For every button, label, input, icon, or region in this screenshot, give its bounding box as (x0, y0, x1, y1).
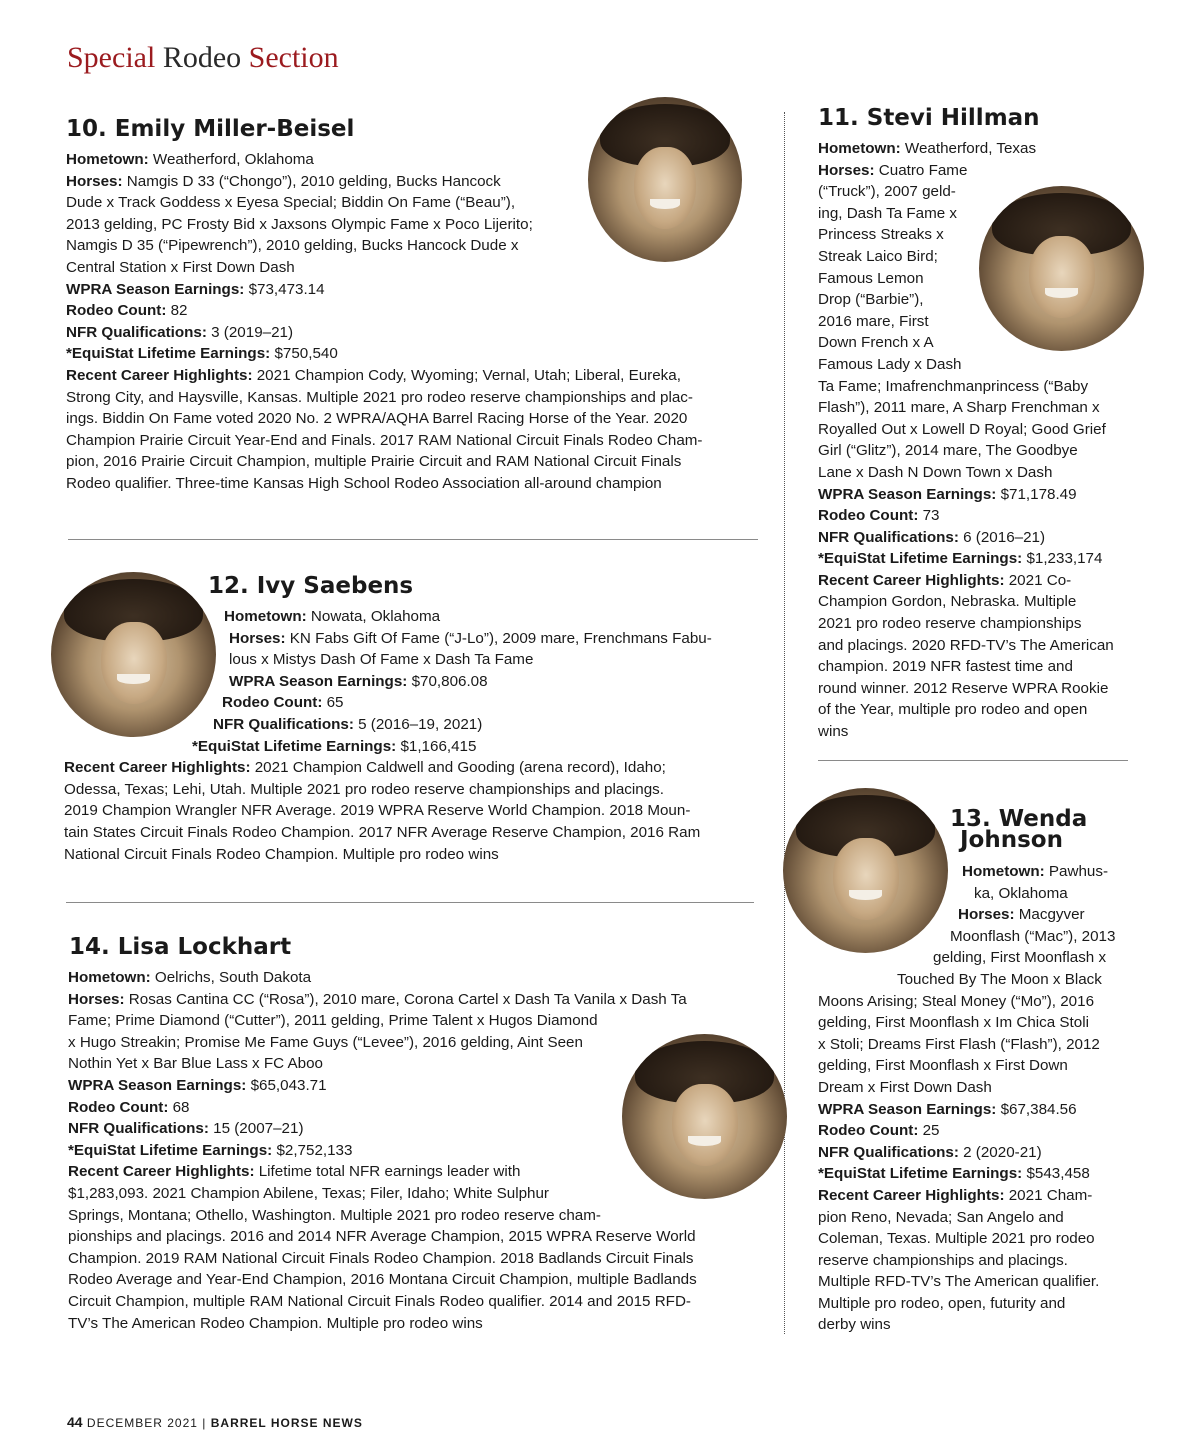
highlights-line: TV’s The American Rodeo Champion. Multiple pro rodeo wins (68, 1314, 483, 1332)
highlights-label: Recent Career Highlights: (68, 1163, 255, 1181)
horses-line: Down French x A (818, 334, 934, 352)
nfr-value: 2 (2020-21) (958, 1143, 1042, 1161)
horses-line: Princess Streaks x (818, 226, 944, 244)
highlights-line: 2021 Co- (1004, 571, 1072, 589)
horses-line: Streak Laico Bird; (818, 247, 938, 265)
horses-label: Horses: (229, 629, 286, 647)
horses-line: 2013 gelding, PC Frosty Bid x Jaxsons Olympic Fame x Poco Lijerito; (66, 215, 533, 233)
nfr-value: 6 (2016–21) (958, 528, 1046, 546)
entry-14-body (68, 967, 697, 1334)
lifetime-label: *EquiStat Lifetime Earnings: (818, 1165, 1023, 1183)
highlights-line: 2021 Cham- (1004, 1186, 1093, 1204)
rodeo-count-label: Rodeo Count: (818, 507, 919, 525)
hometown-value: Pawhus- (1044, 863, 1108, 880)
horses-label: Horses: (68, 990, 125, 1008)
highlights-line: derby wins (818, 1316, 891, 1334)
horses-line: lous x Mistys Dash Of Fame x Dash Ta Fame (229, 651, 534, 669)
nfr-label: NFR Qualifications: (818, 1143, 959, 1161)
earnings-value: $71,178.49 (996, 485, 1077, 503)
hometown-label: Hometown: (66, 151, 149, 168)
horses-line: Flash”), 2011 mare, A Sharp Frenchman x (818, 399, 1100, 417)
hometown-label: Hometown: (224, 608, 307, 625)
earnings-label: WPRA Season Earnings: (68, 1076, 247, 1094)
horses-line: Moons Arising; Steal Money (“Mo”), 2016 (818, 992, 1095, 1010)
entry-11-name: 11. Stevi Hillman (818, 105, 1040, 131)
horses-line: Central Station x First Down Dash (66, 258, 295, 276)
highlights-line: 2021 Champion Caldwell and Gooding (arena record), Idaho; (250, 759, 666, 777)
rodeo-count-value: 25 (918, 1122, 940, 1140)
hometown-value: Weatherford, Texas (900, 140, 1037, 157)
nfr-label: NFR Qualifications: (68, 1120, 209, 1138)
entry-13-name-line1: 13. Wenda (950, 806, 1088, 832)
nfr-value: 3 (2019–21) (206, 323, 294, 341)
highlights-line: Strong City, and Haysville, Kansas. Multiple 2021 pro rodeo reserve championships and plac- (66, 388, 693, 406)
horses-line: Ta Fame; Imafrenchmanprincess (“Baby (818, 377, 1089, 395)
entry-10-name: 10. Emily Miller-Beisel (66, 116, 355, 142)
highlights-line: of the Year, multiple pro rodeo and open (818, 701, 1088, 719)
horses-line: (“Truck”), 2007 geld- (818, 183, 956, 201)
entry-11-body (818, 138, 1114, 743)
lifetime-value: $1,166,415 (396, 737, 477, 755)
highlights-line: pion, 2016 Prairie Circuit Champion, multiple Prairie Circuit and RAM National Circuit Finals (66, 453, 682, 471)
horses-line: Macgyver (1014, 906, 1085, 924)
earnings-label: WPRA Season Earnings: (818, 485, 997, 503)
highlights-line: 2019 Champion Wrangler NFR Average. 2019 WPRA Reserve World Champion. 2018 Moun- (64, 802, 691, 820)
horses-line: Moonflash (“Mac”), 2013 (950, 927, 1116, 945)
horses-line: Namgis D 33 (“Chongo”), 2010 gelding, Bucks Hancock (122, 172, 501, 190)
horses-line: Rosas Cantina CC (“Rosa”), 2010 mare, Corona Cartel x Dash Ta Vanila x Dash Ta (124, 990, 687, 1008)
entry-13-name-line2: Johnson (960, 827, 1063, 853)
highlights-line: 2021 pro rodeo reserve championships (818, 615, 1082, 633)
highlights-line: Champion Gordon, Nebraska. Multiple (818, 593, 1077, 611)
divider-10-12 (68, 539, 758, 540)
highlights-line: Springs, Montana; Othello, Washington. Multiple 2021 pro rodeo reserve cham- (68, 1206, 601, 1224)
horses-line: x Stoli; Dreams First Flash (“Flash”), 2012 (818, 1035, 1100, 1053)
highlights-line: Rodeo Average and Year-End Champion, 2016 Montana Circuit Champion, multiple Badlands (68, 1271, 697, 1289)
hometown-label: Hometown: (818, 140, 901, 157)
entry-12-name: 12. Ivy Saebens (208, 573, 414, 599)
earnings-label: WPRA Season Earnings: (229, 672, 408, 690)
highlights-label: Recent Career Highlights: (64, 759, 251, 777)
divider-12-14 (66, 902, 754, 903)
horses-line: x Hugo Streakin; Promise Me Fame Guys (“Levee”), 2016 gelding, Aint Seen (68, 1033, 583, 1051)
highlights-label: Recent Career Highlights: (818, 1186, 1005, 1204)
section-title-word2: Rodeo (162, 41, 242, 74)
entry-10-body (66, 149, 702, 495)
lifetime-label: *EquiStat Lifetime Earnings: (66, 345, 271, 363)
horses-line: Fame; Prime Diamond (“Cutter”), 2011 gelding, Prime Talent x Hugos Diamond (68, 1012, 598, 1030)
hometown-value-cont: ka, Oklahoma (974, 884, 1068, 902)
highlights-line: round winner. 2012 Reserve WPRA Rookie (818, 679, 1109, 697)
section-title-word1: Special (67, 41, 156, 74)
highlights-line: Champion. 2019 RAM National Circuit Finals Rodeo Champion. 2018 Badlands Circuit Finals (68, 1249, 694, 1267)
hometown-value: Oelrichs, South Dakota (150, 969, 312, 986)
horses-line: Girl (“Glitz”), 2014 mare, The Goodbye (818, 442, 1078, 460)
earnings-label: WPRA Season Earnings: (818, 1100, 997, 1118)
magazine-name: BARREL HORSE NEWS (206, 1416, 363, 1430)
entry-12-body (0, 606, 760, 865)
section-title-word3: Section (248, 41, 339, 74)
lifetime-label: *EquiStat Lifetime Earnings: (818, 550, 1023, 568)
rodeo-count-value: 73 (918, 507, 940, 525)
rodeo-count-label: Rodeo Count: (222, 694, 323, 712)
highlights-line: pionships and placings. 2016 and 2014 NFR Average Champion, 2015 WPRA Reserve World (68, 1228, 696, 1246)
horses-label: Horses: (66, 172, 123, 190)
horses-line: gelding, First Moonflash x Im Chica Stoli (818, 1014, 1089, 1032)
highlights-line: $1,283,093. 2021 Champion Abilene, Texas; Filer, Idaho; White Sulphur (68, 1184, 549, 1202)
rodeo-count-label: Rodeo Count: (818, 1122, 919, 1140)
horses-line: Cuatro Fame (874, 161, 968, 179)
hometown-label: Hometown: (962, 863, 1045, 880)
hometown-label: Hometown: (68, 969, 151, 986)
horses-line: Royalled Out x Lowell D Royal; Good Grief (818, 420, 1106, 438)
nfr-value: 15 (2007–21) (208, 1120, 304, 1138)
earnings-value: $70,806.08 (407, 672, 488, 690)
divider-11-13 (818, 760, 1128, 761)
highlights-line: champion. 2019 NFR fastest time and (818, 658, 1073, 676)
rodeo-count-value: 82 (166, 302, 188, 320)
highlights-line: pion Reno, Nevada; San Angelo and (818, 1208, 1064, 1226)
highlights-line: Odessa, Texas; Lehi, Utah. Multiple 2021 pro rodeo reserve championships and placings. (64, 780, 664, 798)
horses-line: Dream x First Down Dash (818, 1078, 992, 1096)
highlights-line: Multiple RFD-TV’s The American qualifier. (818, 1273, 1100, 1291)
highlights-line: Lifetime total NFR earnings leader with (254, 1163, 521, 1181)
highlights-line: wins (818, 723, 849, 741)
lifetime-value: $543,458 (1022, 1165, 1090, 1183)
earnings-value: $67,384.56 (996, 1100, 1077, 1118)
lifetime-label: *EquiStat Lifetime Earnings: (68, 1141, 273, 1159)
lifetime-label: *EquiStat Lifetime Earnings: (192, 737, 397, 755)
horses-line: Nothin Yet x Bar Blue Lass x FC Aboo (68, 1055, 323, 1073)
highlights-line: and placings. 2020 RFD-TV’s The American (818, 636, 1114, 654)
highlights-line: 2021 Champion Cody, Wyoming; Vernal, Utah; Liberal, Eureka, (252, 366, 681, 384)
highlights-line: National Circuit Finals Rodeo Champion. Multiple pro rodeo wins (64, 845, 499, 863)
highlights-line: Circuit Champion, multiple RAM National Circuit Finals Rodeo qualifier. 2014 and 2015 RFD- (68, 1292, 691, 1310)
horses-line: ing, Dash Ta Fame x (818, 204, 957, 222)
highlights-label: Recent Career Highlights: (66, 366, 253, 384)
horses-line: Namgis D 35 (“Pipewrench”), 2010 gelding, Bucks Hancock Dude x (66, 237, 519, 255)
earnings-value: $73,473.14 (244, 280, 325, 298)
highlights-line: reserve championships and placings. (818, 1251, 1068, 1269)
horses-line: Famous Lemon (818, 269, 924, 287)
hometown-value: Nowata, Oklahoma (306, 608, 441, 625)
rodeo-count-value: 68 (168, 1098, 190, 1116)
horses-line: Famous Lady x Dash (818, 355, 962, 373)
horses-line: gelding, First Moonflash x (933, 949, 1107, 967)
horses-line: Lane x Dash N Down Town x Dash (818, 463, 1053, 481)
highlights-label: Recent Career Highlights: (818, 571, 1005, 589)
lifetime-value: $2,752,133 (272, 1141, 353, 1159)
highlights-line: Rodeo qualifier. Three-time Kansas High School Rodeo Association all-around champion (66, 474, 662, 492)
nfr-label: NFR Qualifications: (66, 323, 207, 341)
horses-label: Horses: (958, 906, 1015, 924)
entry-13-body (760, 861, 1160, 1336)
nfr-label: NFR Qualifications: (213, 715, 354, 733)
highlights-line: Champion Prairie Circuit Year-End and Finals. 2017 RAM National Circuit Finals Rodeo Cham- (66, 431, 703, 449)
nfr-value: 5 (2016–19, 2021) (353, 715, 483, 733)
page-footer (67, 1414, 363, 1431)
horses-label: Horses: (818, 161, 875, 179)
footer-separator: | (202, 1416, 207, 1430)
horses-line: Touched By The Moon x Black (897, 970, 1102, 988)
highlights-line: Coleman, Texas. Multiple 2021 pro rodeo (818, 1230, 1095, 1248)
rodeo-count-label: Rodeo Count: (68, 1098, 169, 1116)
highlights-line: Multiple pro rodeo, open, futurity and (818, 1294, 1066, 1312)
horses-line: gelding, First Moonflash x First Down (818, 1057, 1068, 1075)
horses-line: Drop (“Barbie”), (818, 291, 924, 309)
lifetime-value: $750,540 (270, 345, 338, 363)
hometown-value: Weatherford, Oklahoma (152, 151, 314, 168)
nfr-label: NFR Qualifications: (818, 528, 959, 546)
section-title (67, 40, 339, 76)
rodeo-count-value: 65 (322, 694, 344, 712)
highlights-line: ings. Biddin On Fame voted 2020 No. 2 WPRA/AQHA Barrel Racing Horse of the Year. 2020 (66, 410, 688, 428)
lifetime-value: $1,233,174 (1022, 550, 1103, 568)
issue-date: DECEMBER 2021 (82, 1416, 203, 1430)
entry-14-name: 14. Lisa Lockhart (69, 934, 292, 960)
page-number: 44 (67, 1414, 83, 1430)
horses-line: KN Fabs Gift Of Fame (“J-Lo”), 2009 mare, Frenchmans Fabu- (285, 629, 712, 647)
highlights-line: tain States Circuit Finals Rodeo Champion. 2017 NFR Average Reserve Champion, 2016 Ram (64, 823, 701, 841)
horses-line: 2016 mare, First (818, 312, 929, 330)
earnings-value: $65,043.71 (246, 1076, 327, 1094)
horses-line: Dude x Track Goddess x Eyesa Special; Biddin On Fame (“Beau”), (66, 194, 516, 212)
rodeo-count-label: Rodeo Count: (66, 302, 167, 320)
earnings-label: WPRA Season Earnings: (66, 280, 245, 298)
